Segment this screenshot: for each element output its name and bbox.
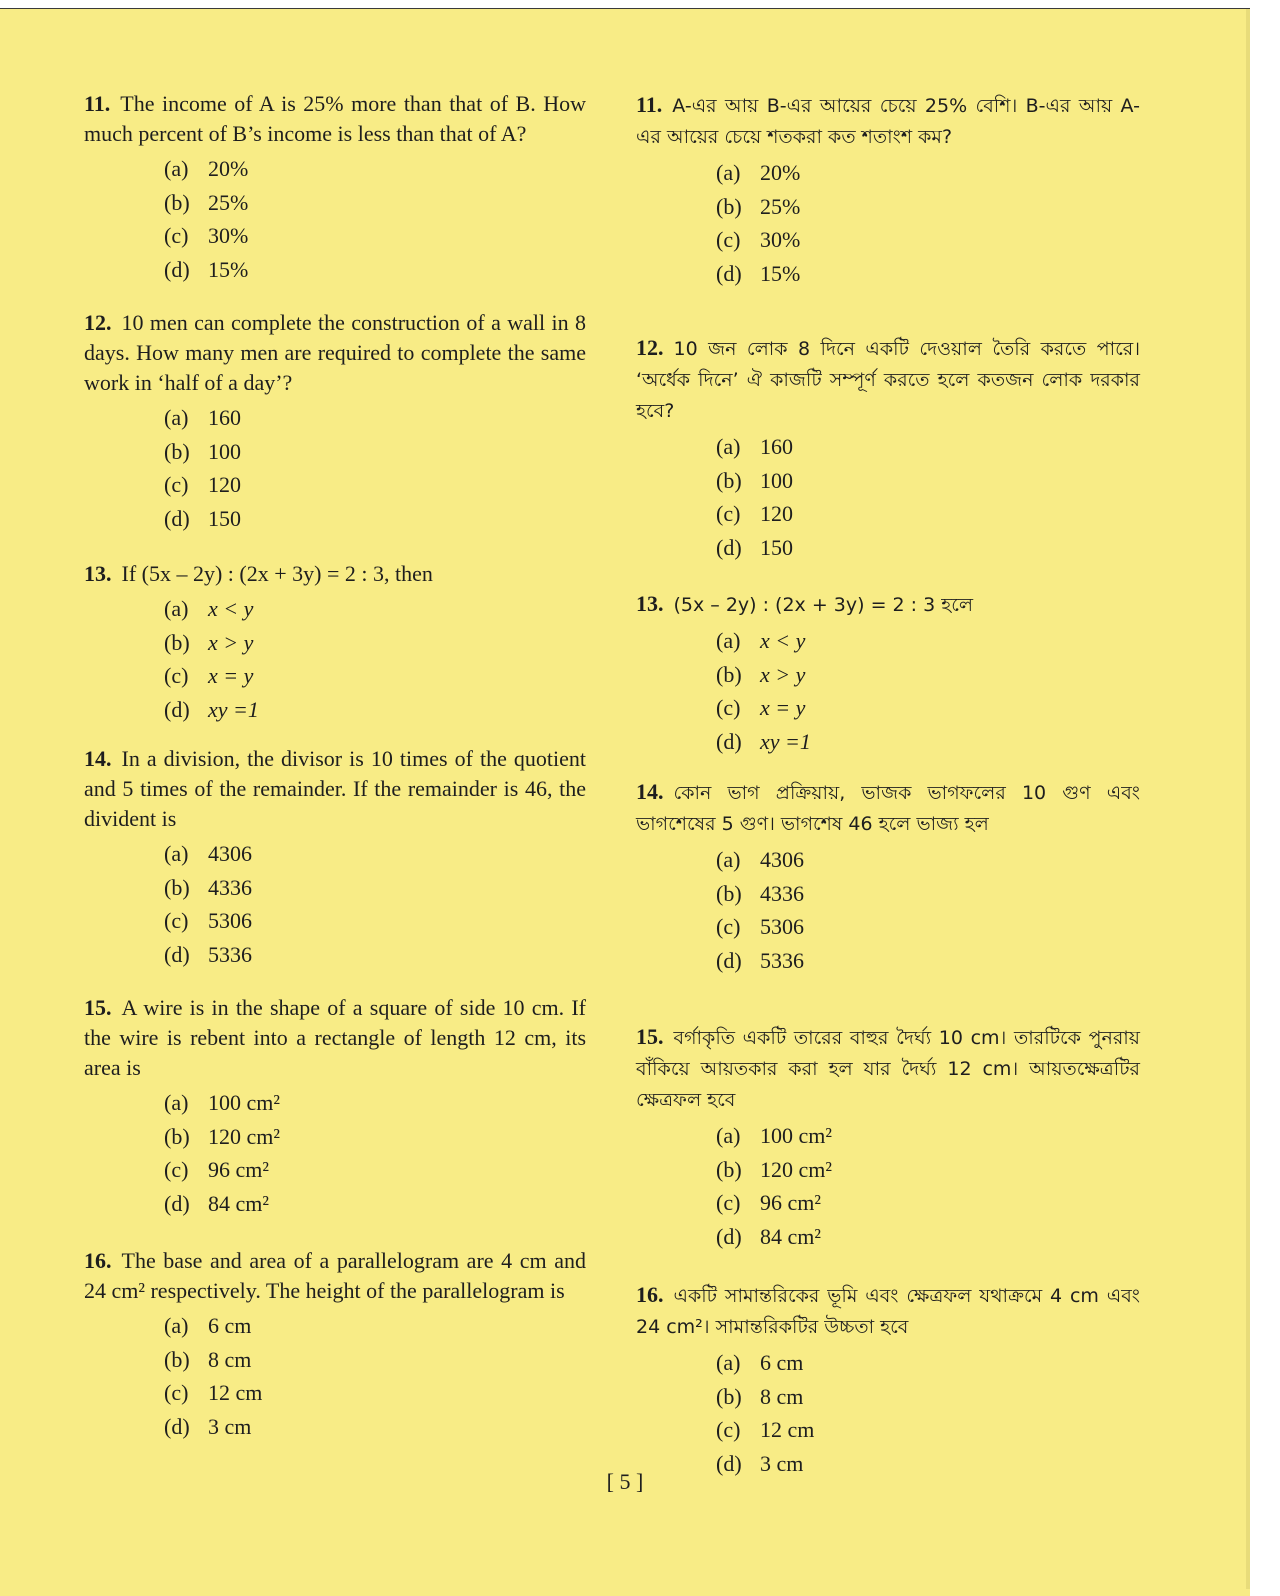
option-label: (b) — [164, 874, 190, 900]
option-label: (c) — [164, 1157, 189, 1182]
option-label: (b) — [716, 193, 742, 219]
option-value: 96 cm² — [760, 1190, 821, 1215]
question-stem — [84, 559, 586, 589]
option-value: 5306 — [208, 908, 252, 933]
page-edge — [1246, 9, 1250, 1589]
option-value: 6 cm — [760, 1350, 804, 1375]
bengali-column — [636, 89, 1140, 1480]
option-item — [716, 1153, 1140, 1187]
question-16 — [636, 1279, 1140, 1480]
options-list — [84, 152, 586, 286]
question-stem — [636, 1021, 1140, 1116]
option-value: x > y — [760, 661, 806, 687]
question-14 — [636, 776, 1140, 977]
option-value: x > y — [208, 629, 254, 655]
option-label: (b) — [716, 1383, 742, 1409]
option-label: (a) — [164, 405, 189, 430]
option-item — [716, 910, 1140, 944]
question-number: 16. — [636, 1282, 664, 1307]
option-value: xy =1 — [208, 696, 259, 722]
option-label: (c) — [716, 1190, 741, 1215]
option-value: 5306 — [760, 914, 804, 939]
option-value: 3 cm — [208, 1413, 252, 1439]
option-label: (b) — [164, 629, 190, 655]
option-label: (a) — [164, 841, 189, 866]
option-value: xy =1 — [760, 728, 811, 754]
option-item — [164, 219, 586, 253]
option-value: x < y — [760, 628, 806, 653]
option-item — [164, 1086, 586, 1120]
option-value: 8 cm — [208, 1346, 252, 1372]
question-text: The income of A is 25% more than that of B. How much percent of B’s income is less than that of A? — [84, 91, 586, 146]
option-item — [164, 468, 586, 502]
question-number: 13. — [636, 591, 664, 616]
option-value: 30% — [208, 223, 249, 248]
option-label: (a) — [164, 156, 189, 181]
options-list — [84, 592, 586, 726]
question-text: 10 men can complete the construction of a wall in 8 days. How many men are required to complete the same work in ‘half of a day’? — [84, 310, 586, 395]
question-text: The base and area of a parallelogram are 4 cm and 24 cm² respectively. The height of the parallelogram is — [84, 1248, 586, 1303]
option-label: (b) — [716, 880, 742, 906]
question-15 — [84, 993, 586, 1220]
question-number: 13. — [84, 561, 112, 586]
option-item — [164, 626, 586, 660]
question-15 — [636, 1021, 1140, 1253]
option-label: (b) — [164, 438, 190, 464]
option-label: (d) — [164, 1413, 190, 1439]
question-stem — [84, 89, 586, 149]
option-value: 100 cm² — [208, 1090, 280, 1115]
option-value: 150 — [208, 505, 241, 531]
option-value: 20% — [208, 156, 249, 181]
options-list — [84, 1309, 586, 1443]
option-item — [716, 1346, 1140, 1380]
option-item — [716, 497, 1140, 531]
question-14 — [84, 744, 586, 971]
question-number: 11. — [636, 92, 663, 117]
option-value: 6 cm — [208, 1313, 252, 1338]
option-item — [716, 223, 1140, 257]
page-number: [ 5 ] — [606, 1469, 644, 1494]
option-item — [716, 658, 1140, 692]
option-item — [716, 944, 1140, 978]
options-list — [636, 156, 1140, 290]
option-label: (c) — [716, 914, 741, 939]
option-value: 20% — [760, 160, 801, 185]
option-item — [716, 1380, 1140, 1414]
option-label: (d) — [164, 505, 190, 531]
option-item — [164, 186, 586, 220]
option-label: (c) — [716, 501, 741, 526]
option-item — [164, 938, 586, 972]
option-value: 100 cm² — [760, 1123, 832, 1148]
option-label: (a) — [164, 1313, 189, 1338]
option-label: (c) — [716, 1417, 741, 1442]
option-value: 100 — [208, 438, 241, 464]
question-stem — [84, 993, 586, 1083]
option-value: 12 cm — [760, 1417, 815, 1442]
option-label: (c) — [716, 227, 741, 252]
option-item — [716, 725, 1140, 759]
option-item — [716, 624, 1140, 658]
question-stem — [84, 308, 586, 398]
option-label: (a) — [716, 160, 741, 185]
option-item — [164, 1410, 586, 1444]
option-value: 15% — [760, 260, 801, 286]
exam-page — [0, 8, 1250, 1596]
question-number: 11. — [84, 91, 111, 116]
option-value: 84 cm² — [760, 1223, 821, 1249]
option-item — [164, 1309, 586, 1343]
option-value: 96 cm² — [208, 1157, 269, 1182]
option-label: (d) — [716, 947, 742, 973]
option-item — [164, 659, 586, 693]
option-value: 150 — [760, 534, 793, 560]
option-label: (a) — [716, 1350, 741, 1375]
question-stem — [636, 89, 1140, 153]
question-number: 14. — [84, 746, 112, 771]
option-label: (d) — [716, 1450, 742, 1476]
option-item — [716, 1413, 1140, 1447]
question-text: কোন ভাগ প্রক্রিয়ায়, ভাজক ভাগফলের 10 গুণ এবং ভাগশেষের 5 গুণ। ভাগশেষ 46 হলে ভাজ্য হল — [636, 782, 1140, 835]
question-stem — [84, 744, 586, 834]
option-label: (d) — [164, 696, 190, 722]
option-item — [716, 843, 1140, 877]
option-item — [164, 1153, 586, 1187]
option-label: (d) — [716, 728, 742, 754]
option-label: (b) — [716, 661, 742, 687]
option-value: 8 cm — [760, 1383, 804, 1409]
option-item — [164, 871, 586, 905]
question-number: 15. — [636, 1024, 664, 1049]
option-label: (c) — [164, 223, 189, 248]
option-item — [164, 1376, 586, 1410]
option-label: (c) — [164, 663, 189, 688]
option-label: (d) — [716, 534, 742, 560]
options-list — [636, 1346, 1140, 1480]
option-value: 120 cm² — [760, 1156, 832, 1182]
option-item — [164, 1120, 586, 1154]
option-label: (d) — [164, 256, 190, 282]
question-number: 12. — [84, 310, 112, 335]
question-number: 14. — [636, 779, 664, 804]
option-label: (b) — [164, 1346, 190, 1372]
question-number: 16. — [84, 1248, 112, 1273]
question-11 — [636, 89, 1140, 290]
option-value: 120 — [760, 501, 793, 526]
option-value: 160 — [760, 434, 793, 459]
option-value: 4336 — [208, 874, 252, 900]
option-item — [716, 1119, 1140, 1153]
option-item — [716, 190, 1140, 224]
question-text: A wire is in the shape of a square of side 10 cm. If the wire is rebent into a rectangle of length 12 cm, its area is — [84, 995, 586, 1080]
options-list — [636, 430, 1140, 564]
option-item — [164, 435, 586, 469]
option-item — [716, 877, 1140, 911]
option-value: 120 cm² — [208, 1123, 280, 1149]
option-value: 120 — [208, 472, 241, 497]
option-value: 12 cm — [208, 1380, 263, 1405]
options-list — [636, 1119, 1140, 1253]
question-stem — [636, 776, 1140, 840]
option-label: (a) — [716, 628, 741, 653]
option-value: 4336 — [760, 880, 804, 906]
option-value: 5336 — [760, 947, 804, 973]
question-16 — [84, 1246, 586, 1443]
question-number: 12. — [636, 335, 664, 360]
question-11 — [84, 89, 586, 286]
option-value: 3 cm — [760, 1450, 804, 1476]
question-stem — [636, 1279, 1140, 1343]
option-item — [716, 156, 1140, 190]
option-value: 84 cm² — [208, 1190, 269, 1216]
option-value: 25% — [760, 193, 801, 219]
option-item — [716, 464, 1140, 498]
option-value: x = y — [208, 663, 254, 688]
question-text: If (5x – 2y) : (2x + 3y) = 2 : 3, then — [121, 561, 433, 586]
question-text: In a division, the divisor is 10 times of the quotient and 5 times of the remainder. If the remainder is 46, the divident is — [84, 746, 586, 831]
option-item — [164, 693, 586, 727]
option-item — [164, 1187, 586, 1221]
option-item — [716, 430, 1140, 464]
option-item — [164, 253, 586, 287]
option-item — [716, 1186, 1140, 1220]
option-label: (d) — [716, 260, 742, 286]
option-value: 30% — [760, 227, 801, 252]
option-label: (d) — [716, 1223, 742, 1249]
question-stem — [636, 588, 1140, 621]
question-text: 10 জন লোক 8 দিনে একটি দেওয়াল তৈরি করতে পারে। ‘অর্ধেক দিনে’ ঐ কাজটি সম্পূর্ণ করতে হলে কতজন লোক দরকার হবে? — [636, 338, 1140, 422]
question-12 — [84, 308, 586, 535]
option-item — [164, 904, 586, 938]
question-text: A-এর আয় B-এর আয়ের চেয়ে 25% বেশি। B-এর আয় A-এর আয়ের চেয়ে শতকরা কত শতাংশ কম? — [636, 95, 1140, 148]
option-value: 4306 — [760, 847, 804, 872]
option-label: (a) — [716, 847, 741, 872]
option-label: (b) — [716, 1156, 742, 1182]
option-label: (b) — [164, 189, 190, 215]
options-list — [84, 401, 586, 535]
option-label: (c) — [164, 472, 189, 497]
option-item — [164, 152, 586, 186]
option-item — [164, 502, 586, 536]
option-label: (c) — [716, 695, 741, 720]
option-value: 160 — [208, 405, 241, 430]
option-item — [716, 531, 1140, 565]
option-label: (c) — [164, 908, 189, 933]
option-label: (a) — [716, 1123, 741, 1148]
option-item — [716, 257, 1140, 291]
option-label: (d) — [164, 1190, 190, 1216]
question-12 — [636, 332, 1140, 564]
options-list — [84, 837, 586, 971]
option-label: (d) — [164, 941, 190, 967]
option-item — [716, 1220, 1140, 1254]
question-stem — [636, 332, 1140, 427]
option-label: (a) — [164, 596, 189, 621]
option-item — [164, 592, 586, 626]
option-label: (b) — [164, 1123, 190, 1149]
options-list — [636, 843, 1140, 977]
question-13 — [84, 559, 586, 726]
option-item — [164, 401, 586, 435]
question-stem — [84, 1246, 586, 1306]
question-13 — [636, 588, 1140, 758]
english-column — [84, 89, 586, 1443]
question-text: একটি সামান্তরিকের ভূমি এবং ক্ষেত্রফল যথাক্রমে 4 cm এবং 24 cm²। সামান্তরিকটির উচ্চতা হবে — [636, 1285, 1140, 1338]
question-text: (5x – 2y) : (2x + 3y) = 2 : 3 হলে — [673, 594, 974, 616]
option-label: (a) — [164, 1090, 189, 1115]
option-value: 100 — [760, 467, 793, 493]
option-item — [164, 837, 586, 871]
option-label: (b) — [716, 467, 742, 493]
option-item — [716, 691, 1140, 725]
option-value: 15% — [208, 256, 249, 282]
option-value: x = y — [760, 695, 806, 720]
question-number: 15. — [84, 995, 112, 1020]
option-value: 5336 — [208, 941, 252, 967]
option-label: (a) — [716, 434, 741, 459]
options-list — [84, 1086, 586, 1220]
question-text: বর্গাকৃতি একটি তারের বাহুর দৈর্ঘ্য 10 cm। তারটিকে পুনরায় বাঁকিয়ে আয়তকার করা হল যার দৈর্ঘ্য 12 cm। আয়তক্ষেত্রটির ক্ষেত্রফল হবে — [636, 1027, 1140, 1111]
option-value: 25% — [208, 189, 249, 215]
options-list — [636, 624, 1140, 758]
option-value: 4306 — [208, 841, 252, 866]
option-value: x < y — [208, 596, 254, 621]
option-label: (c) — [164, 1380, 189, 1405]
option-item — [164, 1343, 586, 1377]
